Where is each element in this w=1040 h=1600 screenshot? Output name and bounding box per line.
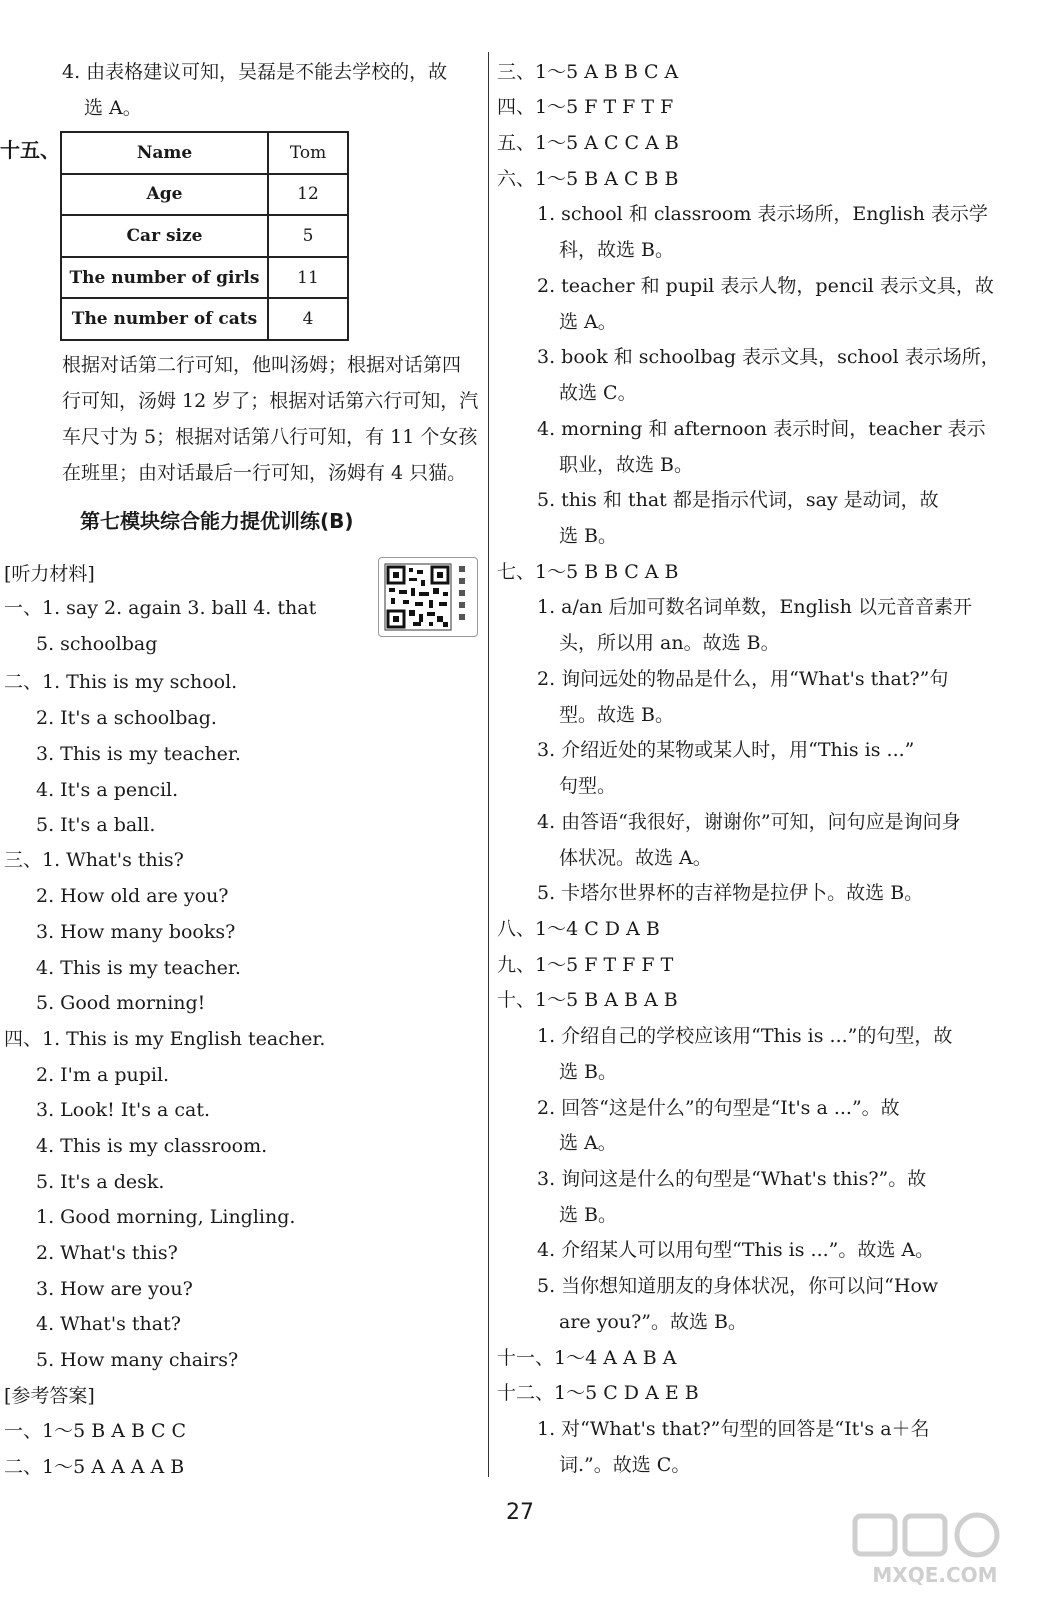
- listening-line: 5. schoolbag: [36, 633, 158, 655]
- answer-line: 选 B。: [559, 1061, 618, 1083]
- answer-line: 型。故选 B。: [559, 704, 675, 726]
- answer-line: 1. a/an 后加可数名词单数，English 以元音音素开: [537, 596, 972, 618]
- listening-line: 4. It's a pencil.: [36, 779, 179, 801]
- listening-line: 5. It's a desk.: [36, 1171, 165, 1193]
- listening-line: 3. How are you?: [36, 1278, 193, 1300]
- answer-line: 职业，故选 B。: [559, 454, 694, 476]
- answer-line: 3. 询问这是什么的句型是“What's this?”。故: [537, 1168, 927, 1190]
- listening-line: 三、1. What's this?: [4, 849, 184, 871]
- answer-line: 四、1～5 F T F T F: [497, 96, 674, 118]
- listening-line: 二、1. This is my school.: [4, 671, 238, 693]
- watermark-text: MXQE.COM: [872, 1563, 998, 1587]
- listening-line: 2. It's a schoolbag.: [36, 707, 217, 729]
- table-key: The number of cats: [61, 298, 268, 340]
- answer-line: 5. 当你想知道朋友的身体状况，你可以问“How: [537, 1275, 939, 1297]
- column-divider: [488, 52, 489, 1477]
- explanation-line: 在班里；由对话最后一行可知，汤姆有 4 只猫。: [62, 462, 467, 484]
- answer-line: 1. 介绍自己的学校应该用“This is ...”的句型，故: [537, 1025, 953, 1047]
- answer-line: 2. 回答“这是什么”的句型是“It's a ...”。故: [537, 1097, 900, 1119]
- answer-line: 选 B。: [559, 525, 618, 547]
- answer-line: 2. teacher 和 pupil 表示人物，pencil 表示文具，故: [537, 275, 994, 297]
- answers-title: [参考答案]: [4, 1385, 95, 1407]
- answer-line: 1. 对“What's that?”句型的回答是“It's a＋名: [537, 1418, 930, 1440]
- answer-line: 九、1～5 F T F F T: [497, 954, 674, 976]
- answer-line: 六、1～5 B A C B B: [497, 168, 679, 190]
- table-key: Age: [61, 174, 268, 216]
- table-row: [61, 257, 348, 299]
- listening-line: 一、1. say 2. again 3. ball 4. that: [4, 597, 317, 619]
- table-value: 5: [268, 215, 348, 257]
- answer-line: 3. 介绍近处的某物或某人时，用“This is ...”: [537, 739, 915, 761]
- listening-line: 4. This is my teacher.: [36, 957, 241, 979]
- table-value: 4: [268, 298, 348, 340]
- listening-line: 2. How old are you?: [36, 885, 229, 907]
- answer-line: 十、1～5 B A B A B: [497, 989, 678, 1011]
- answer-line: are you?”。故选 B。: [559, 1311, 748, 1333]
- listening-line: 4. This is my classroom.: [36, 1135, 268, 1157]
- answer-line: 4. morning 和 afternoon 表示时间，teacher 表示: [537, 418, 986, 440]
- listening-line: 3. How many books?: [36, 921, 236, 943]
- explanation-line: 根据对话第二行可知，他叫汤姆；根据对话第四: [62, 354, 462, 376]
- listening-line: 5. How many chairs?: [36, 1349, 239, 1371]
- answer-line: 3. book 和 schoolbag 表示文具，school 表示场所，: [537, 346, 1000, 368]
- explanation-line: 车尺寸为 5；根据对话第八行可知，有 11 个女孩: [62, 426, 478, 448]
- answer-line: 十一、1～4 A A B A: [497, 1347, 677, 1369]
- table-key: Name: [61, 132, 268, 174]
- listening-line: 4. What's that?: [36, 1313, 181, 1335]
- listening-title: [听力材料]: [4, 563, 95, 585]
- table-row: [61, 132, 348, 174]
- answer-line: 选 B。: [559, 1204, 618, 1226]
- answer-line: 5. this 和 that 都是指示代词，say 是动词，故: [537, 489, 939, 511]
- qr-code-icon: [378, 557, 478, 637]
- listening-line: 2. What's this?: [36, 1242, 178, 1264]
- answer-line: 2. 询问远处的物品是什么，用“What's that?”句: [537, 668, 949, 690]
- answer-line: 词.”。故选 C。: [559, 1454, 691, 1476]
- answer-line: 4. 介绍某人可以用句型“This is ...”。故选 A。: [537, 1239, 935, 1261]
- page-number: 27: [506, 1500, 534, 1525]
- listening-line: 四、1. This is my English teacher.: [4, 1028, 326, 1050]
- table-row: [61, 215, 348, 257]
- table-value: 11: [268, 257, 348, 299]
- table-key: The number of girls: [61, 257, 268, 299]
- answer-line: 4. 由答语“我很好，谢谢你”可知，问句应是询问身: [537, 811, 961, 833]
- answer-line: 八、1～4 C D A B: [497, 918, 660, 940]
- explanation-line: 行可知，汤姆 12 岁了；根据对话第六行可知，汽: [62, 390, 479, 412]
- listening-line: 1. Good morning, Lingling.: [36, 1206, 296, 1228]
- answer-line: 故选 C。: [559, 382, 637, 404]
- answer-line: 1. school 和 classroom 表示场所，English 表示学: [537, 203, 988, 225]
- listening-line: 2. I'm a pupil.: [36, 1064, 170, 1086]
- intro-line-2: 选 A。: [84, 97, 142, 119]
- answer-line: 十二、1～5 C D A E B: [497, 1382, 699, 1404]
- table-value: Tom: [268, 132, 348, 174]
- table-row: [61, 174, 348, 216]
- table-row: [61, 298, 348, 340]
- answer-line: 头，所以用 an。故选 B。: [559, 632, 780, 654]
- listening-line: 5. Good morning!: [36, 992, 206, 1014]
- answer-line: 七、1～5 B B C A B: [497, 561, 679, 583]
- answer-line: 选 A。: [559, 311, 617, 333]
- watermark-logo: [845, 1508, 1025, 1588]
- answer-line: 科，故选 B。: [559, 239, 675, 261]
- intro-line-1: 4. 由表格建议可知，吴磊是不能去学校的，故: [62, 61, 448, 83]
- answer-line: 句型。: [559, 775, 617, 797]
- table-value: 12: [268, 174, 348, 216]
- answer-table: [60, 131, 349, 341]
- table-section-label: 十五、: [0, 138, 60, 162]
- listening-line: 3. This is my teacher.: [36, 743, 241, 765]
- answer-line: 二、1～5 A A A A B: [4, 1456, 185, 1478]
- answer-line: 一、1～5 B A B C C: [4, 1420, 187, 1442]
- answer-line: 五、1～5 A C C A B: [497, 132, 679, 154]
- table-key: Car size: [61, 215, 268, 257]
- answer-line: 选 A。: [559, 1132, 617, 1154]
- listening-line: 5. It's a ball.: [36, 814, 156, 836]
- answer-line: 5. 卡塔尔世界杯的吉祥物是拉伊卜。故选 B。: [537, 882, 924, 904]
- answer-line: 三、1～5 A B B C A: [497, 61, 679, 83]
- listening-line: 3. Look! It's a cat.: [36, 1099, 211, 1121]
- section-heading: 第七模块综合能力提优训练(B): [80, 509, 354, 533]
- answer-line: 体状况。故选 A。: [559, 847, 712, 869]
